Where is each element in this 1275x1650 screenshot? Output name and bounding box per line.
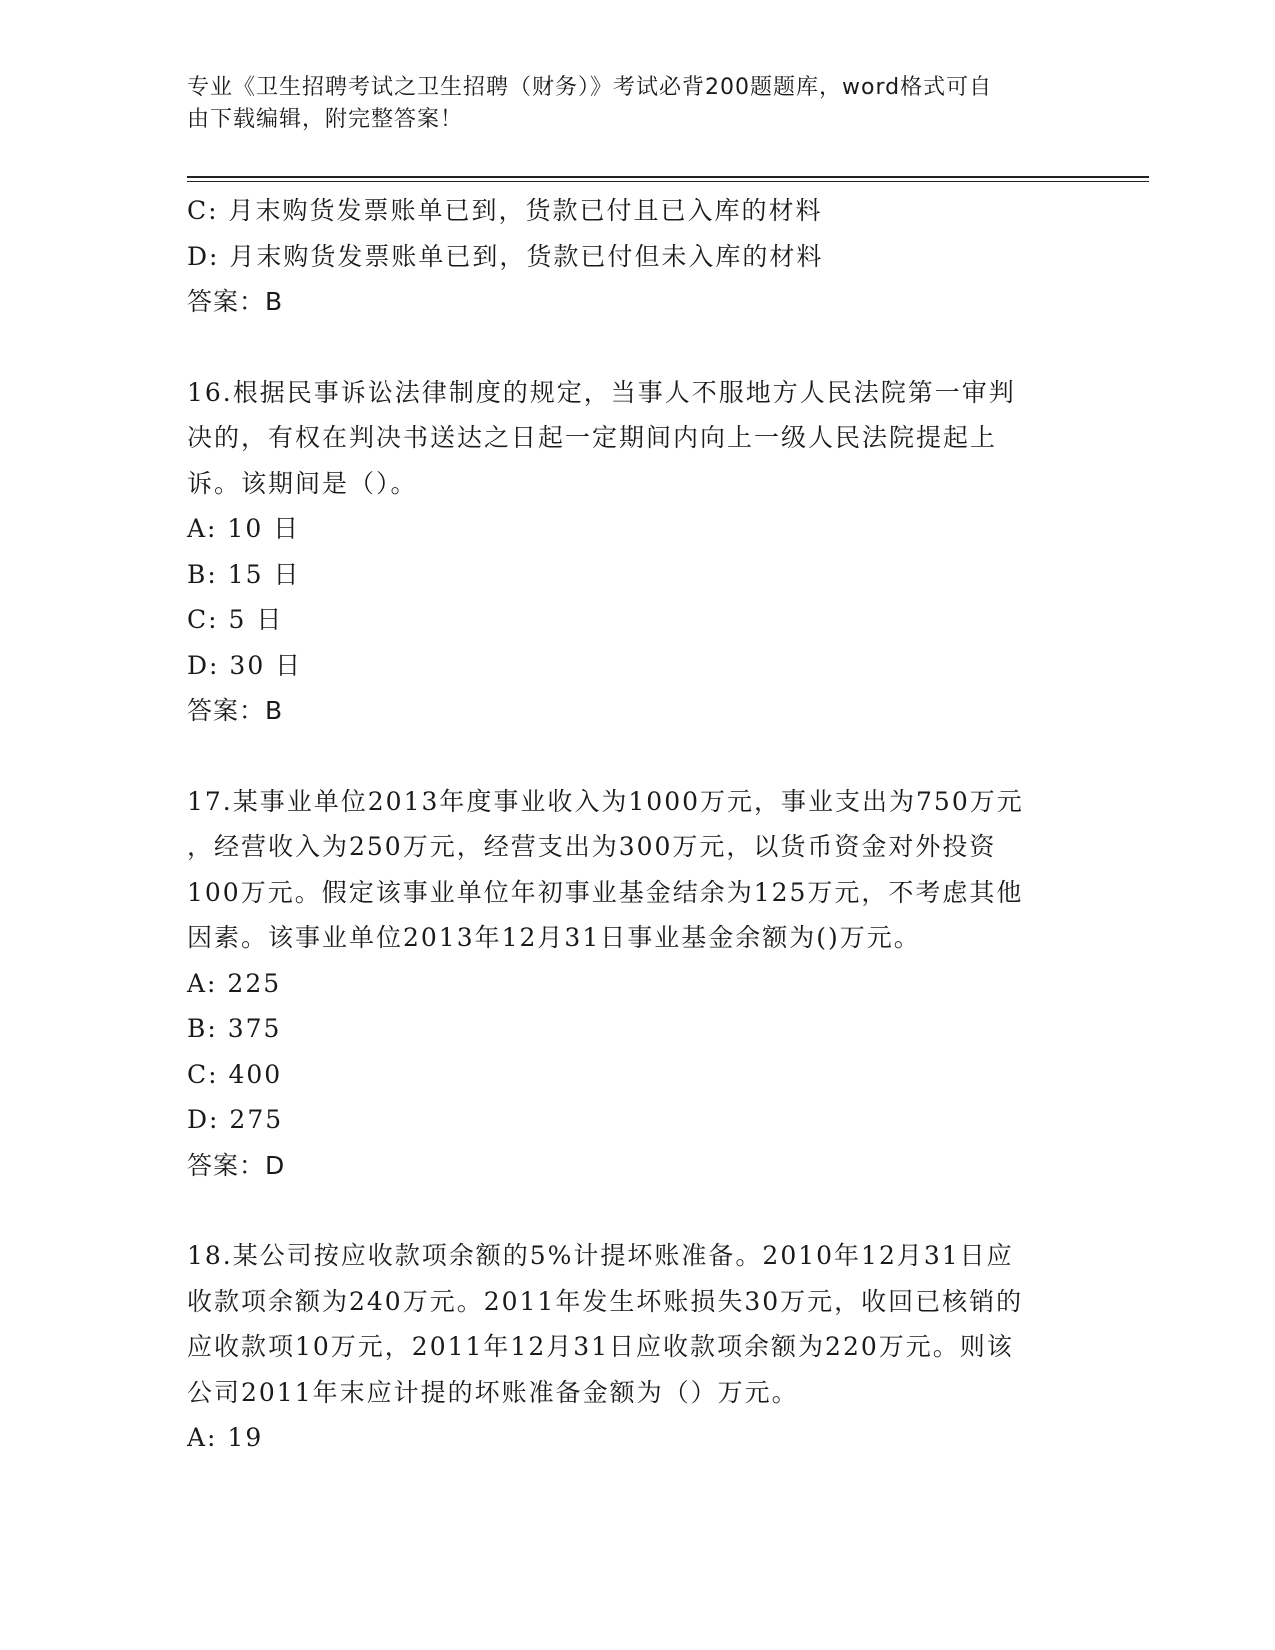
document-body [187,188,1087,1461]
question-stem-line: 16.根据民事诉讼法律制度的规定，当事人不服地方人民法院第一审判 [187,377,1016,407]
answer-line: 答案：D [187,1150,286,1180]
option-a: A: 19 [187,1423,264,1452]
question-stem-line: 诉。该期间是（）。 [187,468,418,498]
option-c: C: 月末购货发票账单已到，货款已付且已入库的材料 [187,196,823,225]
question-stem-line: 决的，有权在判决书送达之日起一定期间内向上一级人民法院提起上 [187,423,998,452]
question-stem-line: 18.某公司按应收款项余额的5%计提坏账准备。2010年12月31日应 [187,1241,1014,1270]
header-title-line-2: 由下载编辑，附完整答案！ [187,107,464,132]
prev-question-tail [187,188,1087,325]
question-18 [187,1233,1087,1461]
question-stem-line: 收款项余额为240万元。2011年发生坏账损失30万元，收回已核销的 [187,1286,1024,1316]
question-stem-line: 应收款项10万元，2011年12月31日应收款项余额为220万元。则该 [187,1332,1014,1361]
question-16 [187,370,1087,734]
option-d: D: 30 日 [187,650,303,680]
question-stem-line: 17.某事业单位2013年度事业收入为1000万元，事业支出为750万元 [187,786,1024,816]
header-divider [187,176,1149,182]
option-b: B: 375 [187,1014,282,1043]
answer-line: 答案：B [187,696,284,725]
question-17 [187,779,1087,1189]
question-stem-line: 100万元。假定该事业单位年初事业基金结余为125万元，不考虑其他 [187,877,1024,907]
question-stem-line: 公司2011年末应计提的坏账准备金额为（）万元。 [187,1377,799,1407]
header-title-line-1: 专业《卫生招聘考试之卫生招聘（财务）》考试必背200题题库，word格式可自 [187,75,993,100]
question-stem-line: ，经营收入为250万元，经营支出为300万元，以货币资金对外投资 [187,832,997,861]
option-c: C: 400 [187,1059,283,1089]
option-a: A: 225 [187,968,282,998]
answer-line: 答案：B [187,287,284,316]
option-a: A: 10 日 [187,514,301,543]
option-c: C: 5 日 [187,605,284,634]
document-header [187,72,1087,136]
question-stem-line: 因素。该事业单位2013年12月31日事业基金余额为()万元。 [187,923,921,952]
option-d: D: 275 [187,1105,284,1134]
option-d: D: 月末购货发票账单已到，货款已付但未入库的材料 [187,241,824,271]
option-b: B: 15 日 [187,559,301,589]
